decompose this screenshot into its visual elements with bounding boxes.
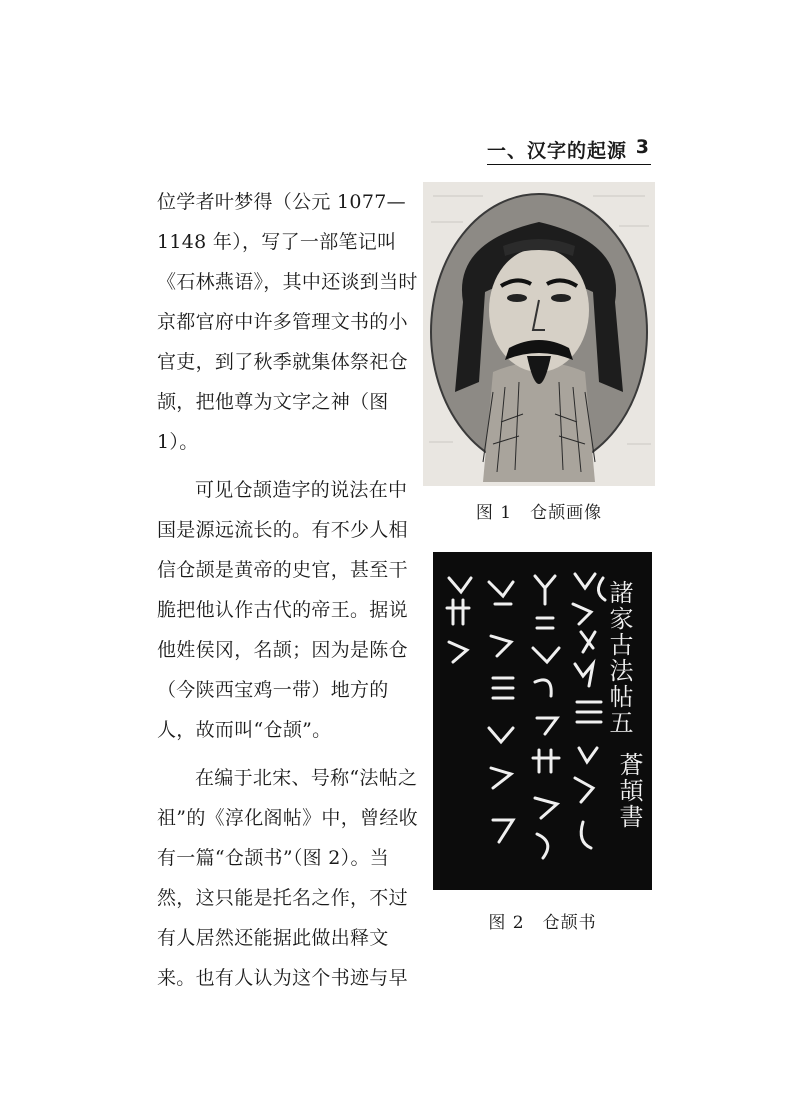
figure-2-caption: 图 2 仓颉书 — [488, 913, 597, 933]
cangjie-script-rubbing — [433, 552, 652, 890]
rubbing-heading: 諸家古法帖五 — [605, 580, 633, 736]
cangjie-script-figure — [433, 552, 652, 890]
page-number: 3 — [635, 136, 649, 158]
body-text — [157, 182, 419, 998]
running-head — [487, 136, 651, 165]
rubbing-author: 蒼頡書 — [615, 752, 643, 830]
cangjie-portrait-image — [423, 182, 655, 486]
paragraph-1: 位学者叶梦得（公元 1077—1148 年），写了一部笔记叫《石林燕语》，其中还谈到当时京都官府中许多管理文书的小官吏，到了秋季就集体祭祀仓颉，把他尊为文字之神（图 1）。 — [157, 191, 418, 453]
paragraph-3: 在编于北宋、号称“法帖之祖”的《淳化阁帖》中，曾经收有一篇“仓颉书”（图 2）。当然，这只能是托名之作，不过有人居然还能据此做出释文来。也有人认为这个书迹与早 — [157, 767, 418, 989]
paragraph-2: 可见仓颉造字的说法在中国是源远流长的。有不少人相信仓颉是黄帝的史官，甚至干脆把他认作古代的帝王。据说他姓侯冈，名颉；因为是陈仓（今陕西宝鸡一带）地方的人，故而叫“仓颉”。 — [157, 479, 408, 741]
figure-1-caption: 图 1 仓颉画像 — [475, 503, 603, 523]
chapter-title: 一、汉字的起源 — [487, 140, 628, 162]
cangjie-portrait-figure — [423, 182, 655, 486]
